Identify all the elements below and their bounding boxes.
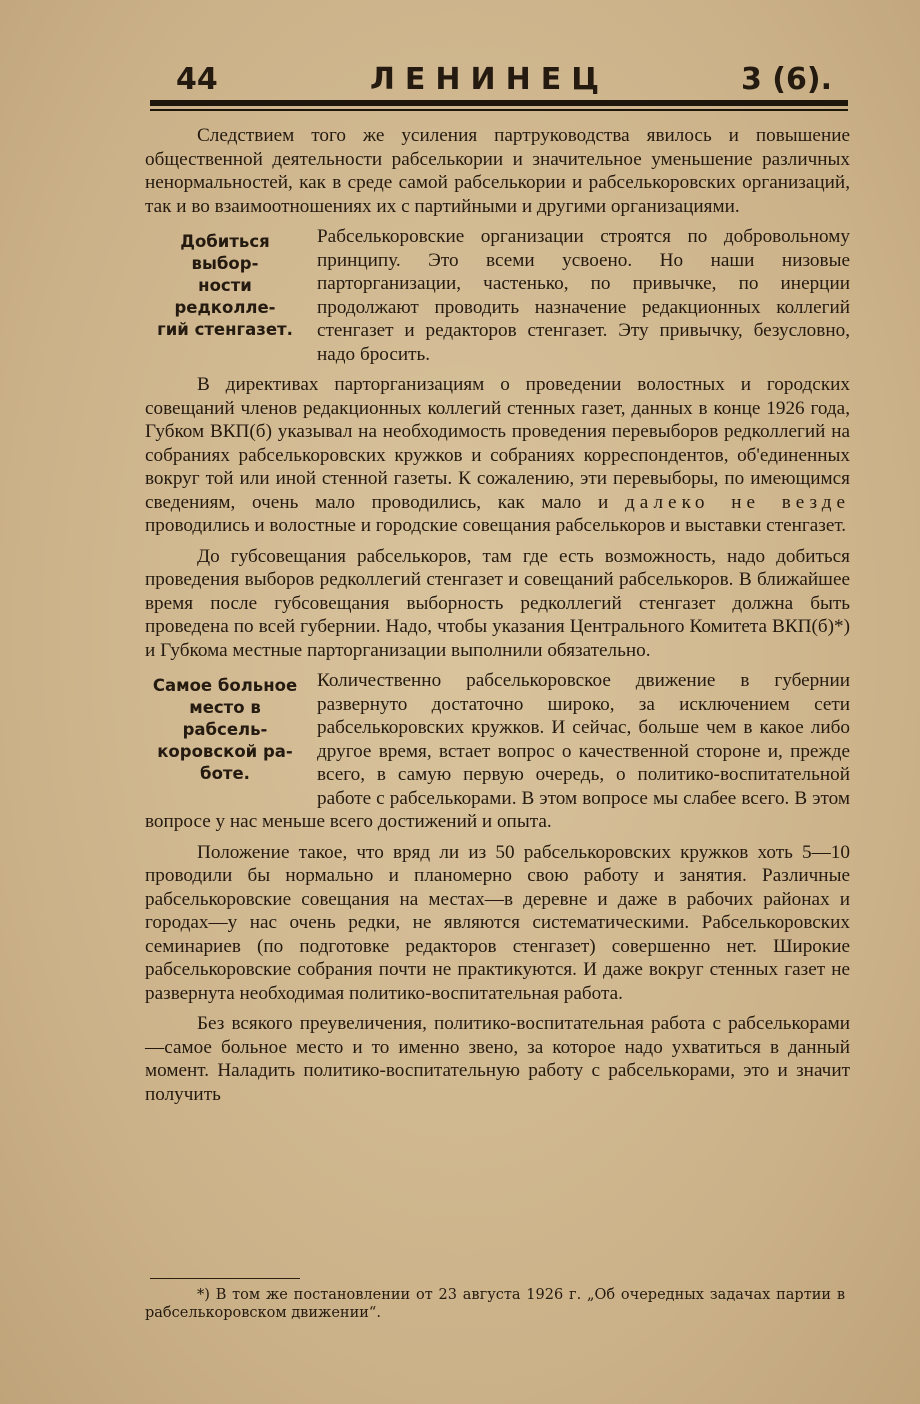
- side-note: [145, 231, 305, 341]
- header-rule-thick: [150, 100, 848, 106]
- emphasized-text: далеко не везде: [625, 491, 850, 513]
- paragraph: Положение такое, что вряд ли из 50 рабселькоровских кружков хоть 5—10 проводили бы нормально и планомерно свою работу и занятия. Различные рабселькоровские совещания на местах—в деревне и даже в рабочих районах и городах—у нас очень редки, не являются систематическими. Рабселькоровских семинариев (по подготовке редакторов стенгазет) совершенно нет. Широкие рабселькоровские собрания почти не практикуются. И даже вокруг стенных газет не развернута необходимая политико-воспитательная работа.: [145, 841, 850, 1004]
- paragraph-text: В директивах парторганизациям о проведении волостных и городских совещаний членов редакционных коллегий стенных газет, данных в конце 1926 года, Губком ВКП(б) указывал на необходимость проведения перевыборов редколлегий на собраниях рабселькоровских кружков и собраниях корреспондентов, об'единенных вокруг той или иной стенной газеты. К сожалению, эти перевыборы, по имеющимся сведениям, очень мало проводились, как мало и: [145, 374, 850, 513]
- paragraph: Рабселькоровские организации строятся по добровольному принципу. Это всеми усвоено. Но наши низовые парторганизации, частенько, по привычке, по инерции продолжают проводить назначение редакционных коллегий стенгазет и редакторов стенгазет. Эту привычку, безусловно, надо бросить.: [317, 226, 850, 365]
- paragraph: Без всякого преувеличения, политико-воспитательная работа с рабселькорами—самое больное место и то именно звено, за которое надо ухватиться в данный момент. Наладить политико-воспитательную работу с рабселькорами, это и значит получить: [145, 1013, 850, 1105]
- paragraph: Количественно рабселькоровское движение в губернии развернуто достаточно широко, за исключением сети рабселькоровских кружков. И сейчас, больше чем в какое либо другое время, встает вопрос о качественной стороне и, прежде всего, в самую первую очередь, о политико-воспитательной работе с рабселькорами. В этом вопросе мы слабее всего. В этом вопросе у нас меньше всего достижений и опыта.: [145, 670, 850, 832]
- journal-title: ЛЕНИНЕЦ: [370, 62, 610, 97]
- article-body: [145, 124, 850, 1113]
- footnote-rule: [150, 1278, 300, 1279]
- paragraph: До губсовещания рабселькоров, там где есть возможность, надо добиться проведения выборов редколлегий стенгазет и совещаний рабселькоров. В ближайшее время после губсовещания выборность редколлегий стенгазет должна быть проведена по всей губернии. Надо, чтобы указания Центрального Комитета ВКП(б)*) и Губкома местные парторганизации выполнили обязательно.: [145, 545, 850, 661]
- page-number: 44: [176, 62, 218, 97]
- issue-number: 3 (6).: [740, 62, 832, 97]
- paragraph: [145, 373, 850, 538]
- side-note-text: Самое больное место в рабсель- коровской ра- боте.: [152, 676, 298, 783]
- page-header: [148, 56, 850, 100]
- header-rule-thin: [150, 109, 848, 111]
- footnote: *) В том же постановлении от 23 августа 1926 г. „Об очередных задачах партии в рабселькоровском движении“.: [145, 1287, 845, 1321]
- side-note-text: Добиться выбор- ности редколле- гий стенгазет.: [157, 232, 293, 339]
- side-note: [145, 675, 305, 785]
- paragraph-text: проводились и волостные и городские совещания рабселькоров и выставки стенгазет.: [145, 515, 847, 536]
- paragraph: Следствием того же усиления партруководства явилось и повышение общественной деятельности рабселькории и значительное уменьшение различных ненормальностей, как в среде самой рабселькории и рабселькоровских организаций, так и во взаимоотношениях их с партийными и другими организациями.: [145, 125, 850, 217]
